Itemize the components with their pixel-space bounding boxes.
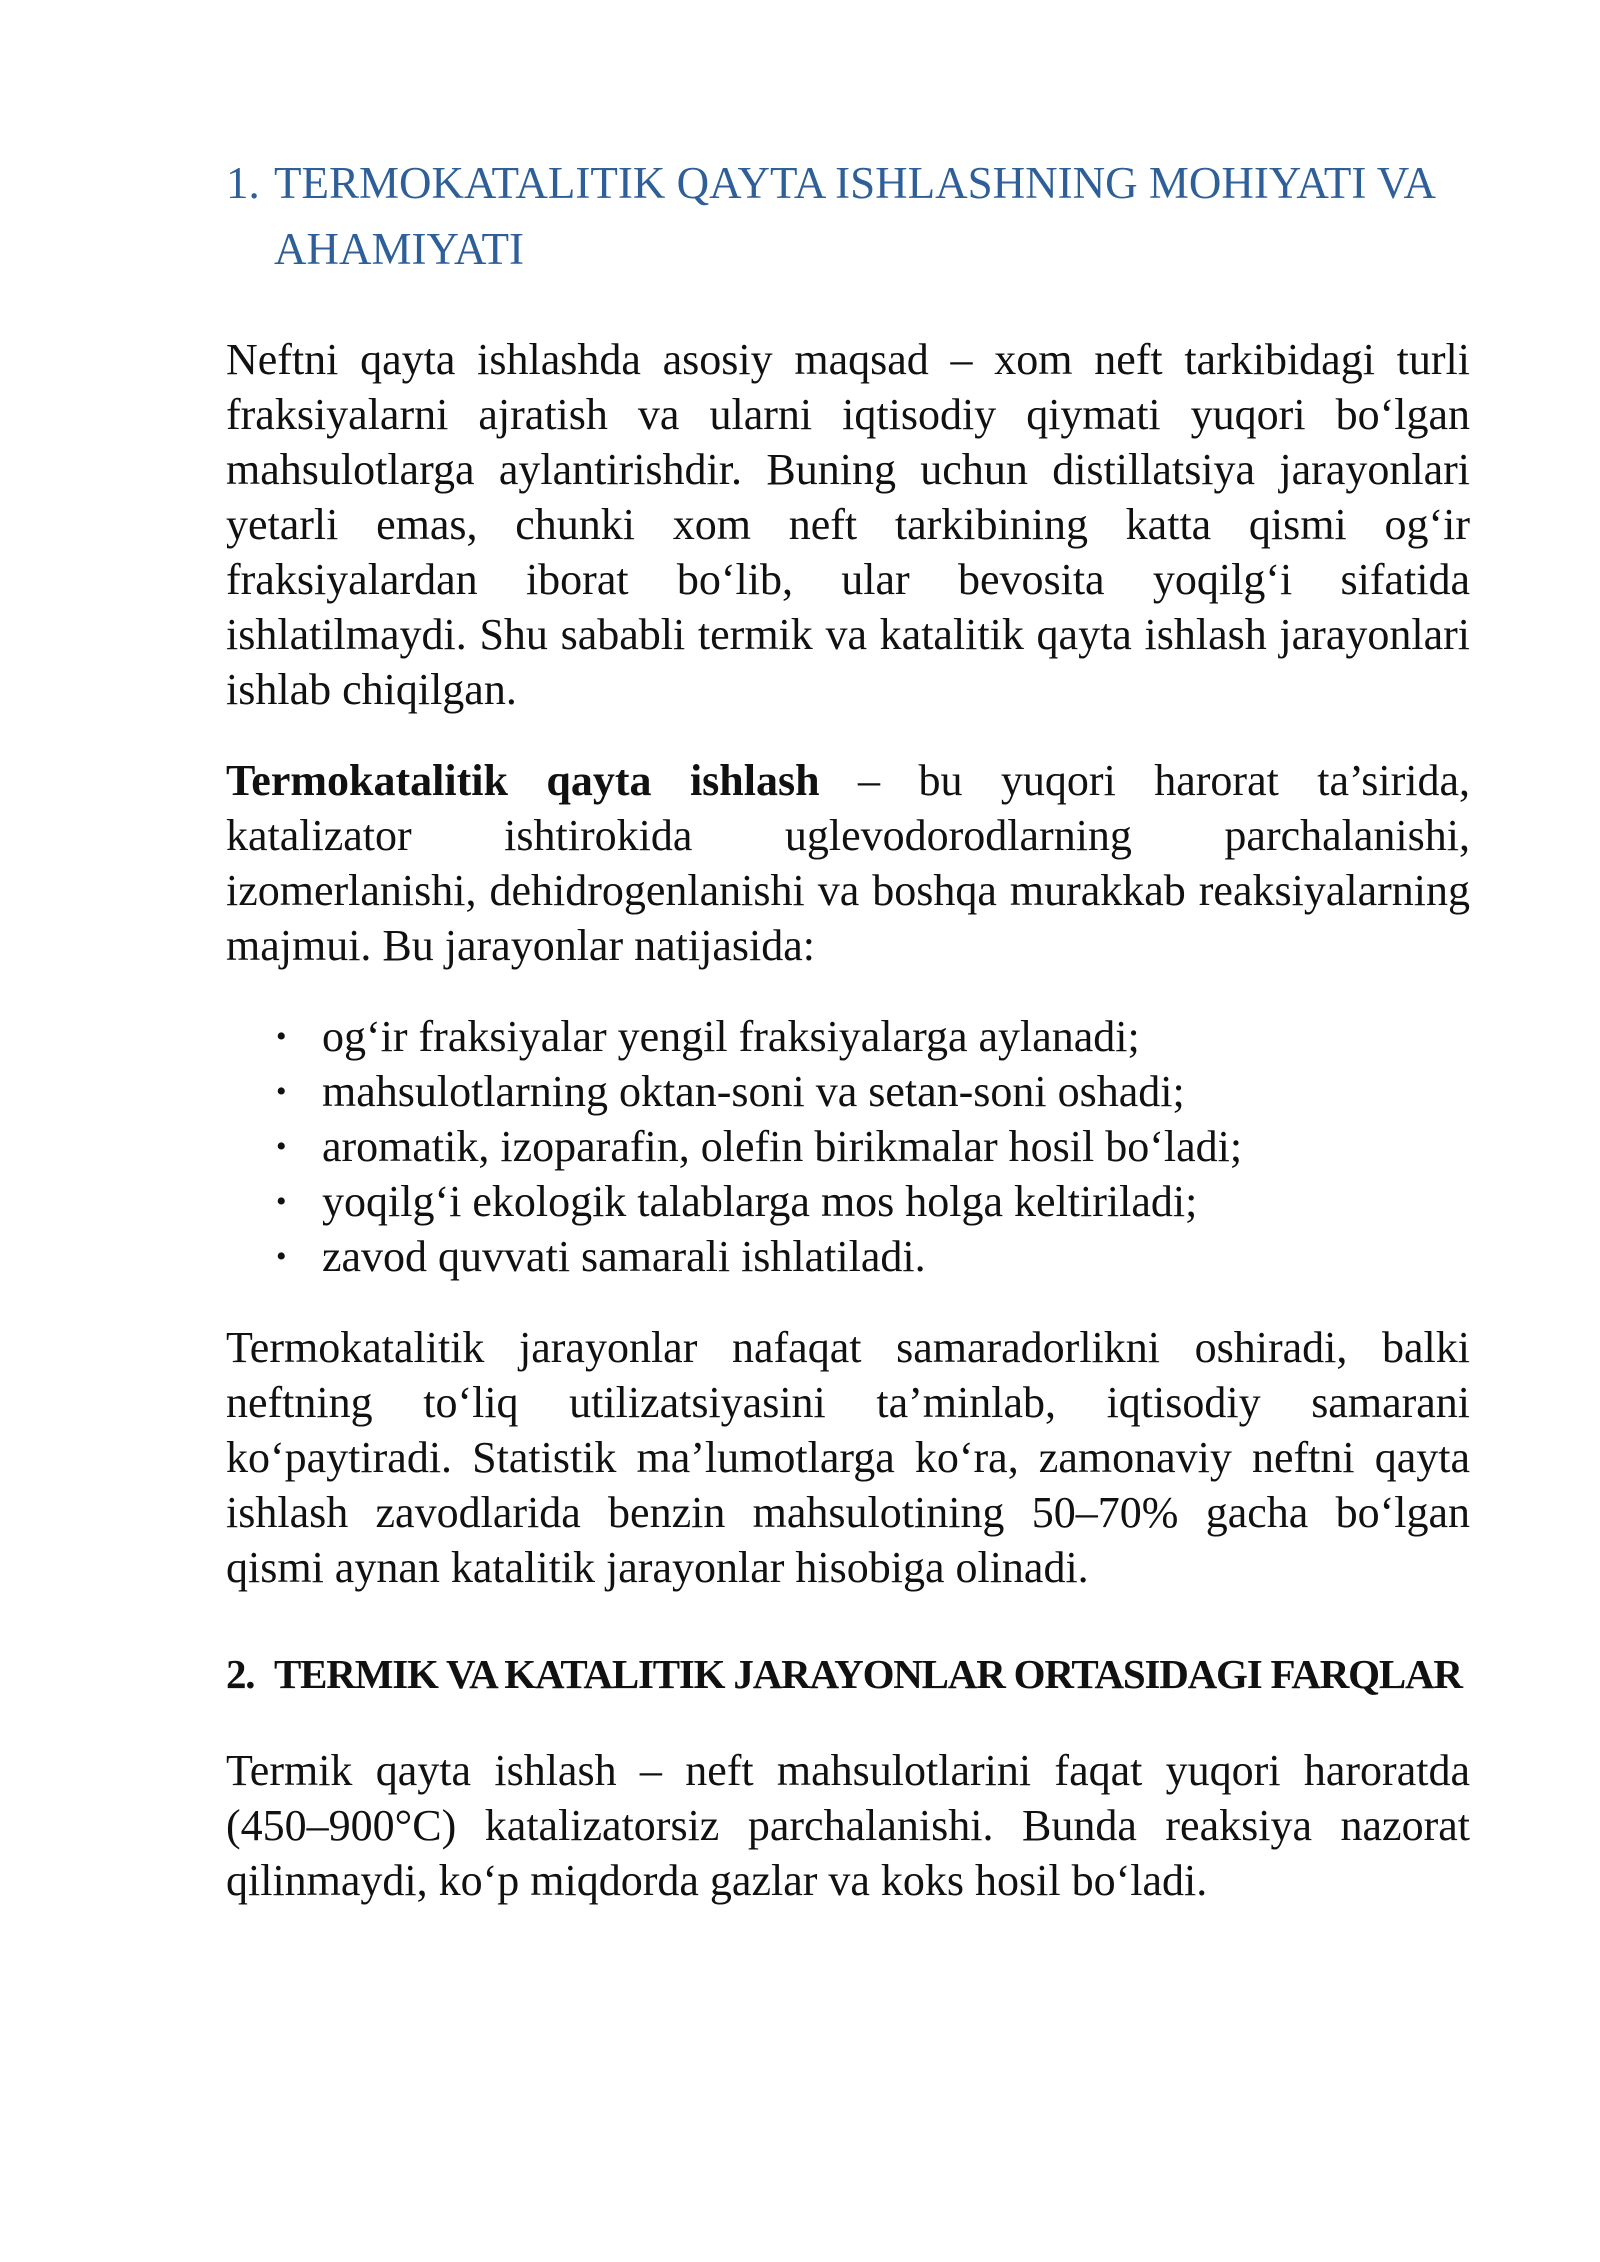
list-item: • zavod quvvati samarali ishlatiladi. [226,1229,1470,1284]
section-2-heading [226,1645,1470,1703]
bullet-icon: • [276,1130,287,1163]
results-list [226,1009,1470,1284]
section-1-number: 1. [226,158,260,208]
bullet-icon: • [276,1185,287,1218]
section-2-paragraph-1: Termik qayta ishlash – neft mahsulotlarini faqat yuqori haroratda (450–900°C) katalizatorsiz parchalanishi. Bunda reaksiya nazorat qilinmaydi, ko‘p miqdorda gazlar va koks hosil bo‘ladi. [226,1746,1470,1905]
list-item: • og‘ir fraksiyalar yengil fraksiyalarga aylanadi; [226,1009,1470,1064]
list-item: • yoqilg‘i ekologik talablarga mos holga keltiriladi; [226,1174,1470,1229]
section-1-title: TERMOKATALITIK QAYTA ISHLASHNING MOHIYATI VA AHAMIYATI [274,158,1434,274]
section-2-title: TERMIK VA KATALITIK JARAYONLAR ORTASIDAGI FARQLAR [274,1651,1462,1697]
section-1-paragraph-2 [226,753,1470,973]
section-1-paragraph-1: Neftni qayta ishlashda asosiy maqsad – xom neft tarkibidagi turli fraksiyalarni ajratish va ularni iqtisodiy qiymati yuqori bo‘lgan mahsulotlarga aylantirishdir. Buning uchun distillatsiya jarayonlari yetarli emas, chunki xom neft tarkibining katta qismi og‘ir fraksiyalardan iborat bo‘lib, ular bevosita yoqilg‘i sifatida ishlatilmaydi. Shu sababli termik va katalitik qayta ishlash jarayonlari ishlab chiqilgan. [226,335,1470,714]
list-item: • mahsulotlarning oktan-soni va setan-soni oshadi; [226,1064,1470,1119]
section-1-heading [226,150,1470,282]
list-item: • aromatik, izoparafin, olefin birikmalar hosil bo‘ladi; [226,1119,1470,1174]
section-1-paragraph-3: Termokatalitik jarayonlar nafaqat samaradorlikni oshiradi, balki neftning to‘liq utilizatsiyasini ta’minlab, iqtisodiy samarani ko‘paytiradi. Statistik ma’lumotlarga ko‘ra, zamonaviy neftni qayta ishlash zavodlarida benzin mahsulotining 50–70% gacha bo‘lgan qismi aynan katalitik jarayonlar hisobiga olinadi. [226,1323,1470,1592]
bullet-icon: • [276,1240,287,1273]
section-2-number: 2. [226,1651,255,1697]
bullet-icon: • [276,1075,287,1108]
bullet-icon: • [276,1020,287,1053]
document-page [226,150,1470,1944]
definition-text: – bu yuqori harorat ta’sirida, katalizator ishtirokida uglevodorodlarning parchalanishi, izomerlanishi, dehidrogenlanishi va boshqa murakkab reaksiyalarning majmui. Bu jarayonlar natijasida: [226,756,1471,970]
definition-term: Termokatalitik qayta ishlash [226,756,820,805]
